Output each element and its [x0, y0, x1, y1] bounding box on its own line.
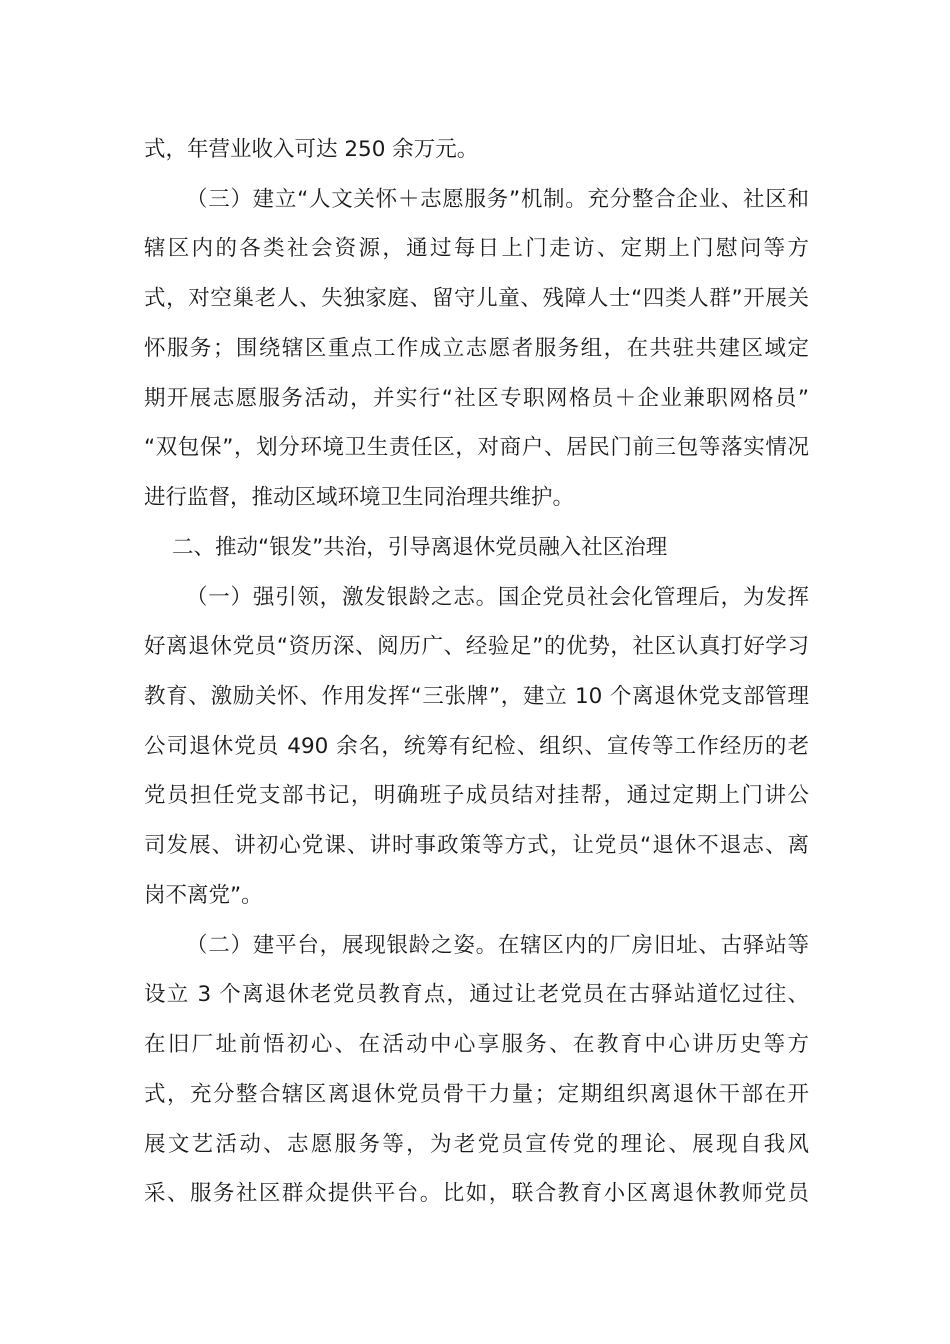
text-line: 公司退休党员 490 余名，统筹有纪检、组织、宣传等工作经历的老: [144, 734, 809, 759]
text-line: 式，充分整合辖区离退休党员骨干力量；定期组织离退休干部在开: [144, 1082, 809, 1107]
text-line: （二）建平台，展现银龄之姿。在辖区内的厂房旧址、古驿站等: [186, 933, 809, 958]
text-line: 展文艺活动、志愿服务等，为老党员宣传党的理论、展现自我风: [144, 1132, 809, 1157]
text-line: （一）强引领，激发银龄之志。国企党员社会化管理后，为发挥: [186, 585, 809, 610]
text-line: 党员担任党支部书记，明确班子成员结对挂帮，通过定期上门讲公: [144, 783, 809, 808]
text-line: 进行监督，推动区域环境卫生同治理共维护。: [144, 485, 575, 510]
text-line: 设立 3 个离退休老党员教育点，通过让老党员在古驿站道忆过往、: [144, 982, 809, 1007]
text-line: 怀服务；围绕辖区重点工作成立志愿者服务组，在共驻共建区域定: [144, 336, 809, 361]
text-line: 辖区内的各类社会资源，通过每日上门走访、定期上门慰问等方: [144, 236, 809, 261]
text-line: 采、服务社区群众提供平台。比如，联合教育小区离退休教师党员: [144, 1181, 809, 1206]
text-line: “双包保”，划分环境卫生责任区，对商户、居民门前三包等落实情况: [144, 435, 809, 460]
text-line: 式，对空巢老人、失独家庭、留守儿童、残障人士“四类人群”开展关: [144, 286, 809, 311]
text-line: 式，年营业收入可达 250 余万元。: [144, 137, 479, 162]
text-line: 好离退休党员“资历深、阅历广、经验足”的优势，社区认真打好学习: [144, 634, 809, 659]
text-line: 司发展、讲初心党课、讲时事政策等方式，让党员“退休不退志、离: [144, 833, 809, 858]
text-line: 期开展志愿服务活动，并实行“社区专职网格员＋企业兼职网格员”: [144, 386, 809, 411]
text-line: 岗不离党”。: [144, 883, 263, 908]
text-line: 教育、激励关怀、作用发挥“三张牌”，建立 10 个离退休党支部管理: [144, 684, 809, 709]
section-heading: 二、推动“银发”共治，引导离退休党员融入社区治理: [172, 535, 668, 560]
text-line: 在旧厂址前悟初心、在活动中心享服务、在教育中心讲历史等方: [144, 1032, 809, 1057]
text-line: （三）建立“人文关怀＋志愿服务”机制。充分整合企业、社区和: [186, 187, 809, 212]
